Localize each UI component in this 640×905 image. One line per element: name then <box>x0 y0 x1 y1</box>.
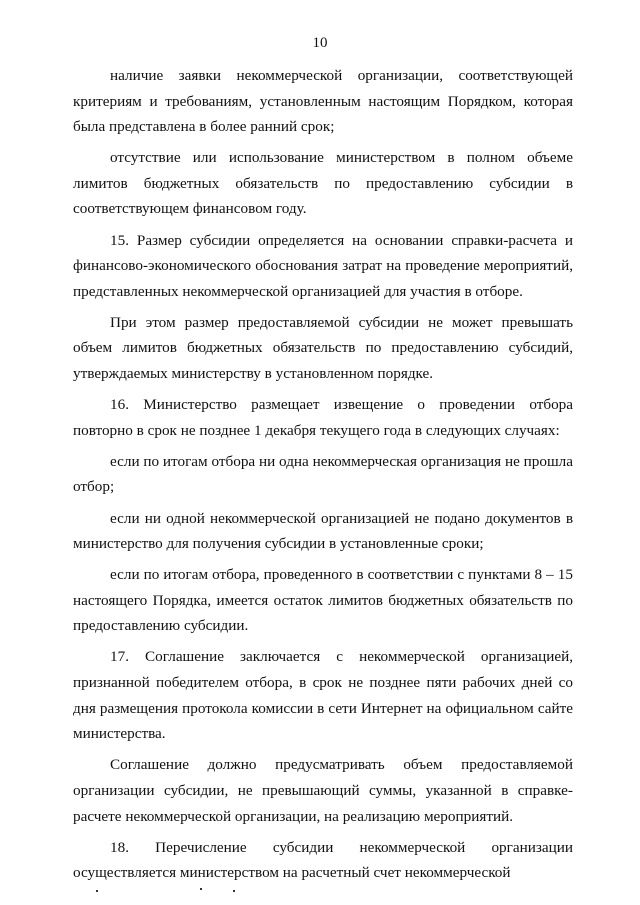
paragraph: 17. Соглашение заключается с некоммерческой организацией, признанной победителем отбора, в срок не позднее пяти рабочих дней со дня размещения протокола комиссии в сети Интернет на официальном сайте министерства. <box>73 648 573 743</box>
paragraph: если по итогам отбора ни одна некоммерческая организация не прошла отбор; <box>73 452 573 496</box>
paragraph: наличие заявки некоммерческой организации, соответствующей критериям и требованиям, установленным настоящим Порядком, которая была представлена в более ранний срок; <box>73 67 573 136</box>
paragraph: 15. Размер субсидии определяется на основании справки-расчета и финансово-экономического обоснования затрат на проведение мероприятий, представленных некоммерческой организацией для участия в отборе. <box>73 231 573 300</box>
scan-speck <box>200 888 202 890</box>
paragraph: отсутствие или использование министерством в полном объеме лимитов бюджетных обязательств по предоставлению субсидии в соответствующем финансовом году. <box>73 149 573 218</box>
paragraph: Соглашение должно предусматривать объем предоставляемой организации субсидии, не превышающий суммы, указанной в справке-расчете некоммерческой организации, на реализацию мероприятий. <box>73 756 573 825</box>
paragraph: 18. Перечисление субсидии некоммерческой организации осуществляется министерством на расчетный счет некоммерческой <box>73 838 573 882</box>
paragraph: если ни одной некоммерческой организацией не подано документов в министерство для получения субсидии в установленные сроки; <box>73 509 573 553</box>
paragraph: 16. Министерство размещает извещение о проведении отбора повторно в срок не позднее 1 декабря текущего года в следующих случаях: <box>73 396 573 439</box>
scan-speck <box>233 890 235 892</box>
document-body <box>73 63 573 891</box>
page-number: 10 <box>312 35 328 51</box>
paragraph: если по итогам отбора, проведенного в соответствии с пунктами 8 – 15 настоящего Порядка, имеется остаток лимитов бюджетных обязательств по предоставлению субсидии. <box>73 566 573 635</box>
paragraph: При этом размер предоставляемой субсидии не может превышать объем лимитов бюджетных обязательств по предоставлению субсидий, утверждаемых министерству в установленном порядке. <box>73 313 573 383</box>
scan-speck <box>96 890 98 892</box>
